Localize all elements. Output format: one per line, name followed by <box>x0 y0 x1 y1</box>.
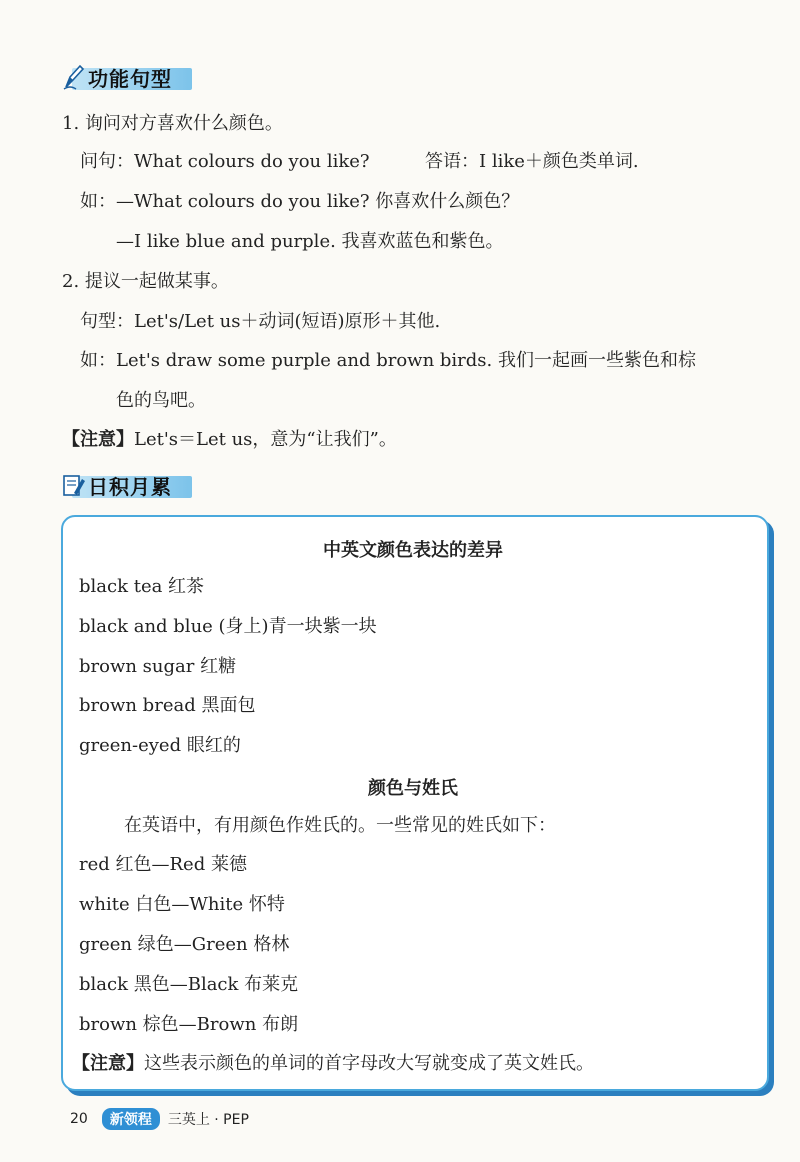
page-footer <box>70 1108 249 1130</box>
section-heading-functional-sentences <box>62 62 172 92</box>
phrase-line: brown bread 黑面包 <box>79 695 256 716</box>
note-line <box>62 428 397 452</box>
item2-pattern-line <box>80 310 440 334</box>
item1-title: 1. 询问对方喜欢什么颜色。 <box>62 113 283 134</box>
note-label: 【注意】 <box>62 429 134 450</box>
section-heading-daily-accumulation <box>62 470 172 500</box>
pen-icon <box>62 63 86 91</box>
item2-example-label: 如： <box>80 350 116 371</box>
surname-line: white 白色—White 怀特 <box>79 894 285 915</box>
item2-pattern-text: Let's/Let us＋动词(短语)原形＋其他. <box>134 311 441 332</box>
phrase-line: black and blue (身上)青一块紫一块 <box>79 616 377 637</box>
item2-title: 2. 提议一起做某事。 <box>62 271 229 292</box>
item1-example1-text: —What colours do you like? 你喜欢什么颜色？ <box>116 191 520 212</box>
item1-answer-line <box>425 150 639 174</box>
item2-pattern-label: 句型： <box>80 311 134 332</box>
box-note-line <box>72 1052 594 1076</box>
item1-answer-text: I like＋颜色类单词. <box>479 151 639 172</box>
item1-answer-label: 答语： <box>425 151 479 172</box>
tips-box <box>61 515 769 1091</box>
surname-intro: 在英语中，有用颜色作姓氏的。一些常见的姓氏如下： <box>124 815 556 836</box>
section-heading-text: 日积月累 <box>88 474 172 499</box>
surname-line: red 红色—Red 莱德 <box>79 854 247 875</box>
box-note-text: 这些表示颜色的单词的首字母改大写就变成了英文姓氏。 <box>144 1053 594 1074</box>
notebook-pen-icon <box>62 471 86 499</box>
box-title-color-differences: 中英文颜色表达的差异 <box>323 540 503 561</box>
item1-question-text: What colours do you like? <box>134 151 370 172</box>
brand-badge: 新领程 <box>102 1108 160 1130</box>
grade-label: 三英上 · PEP <box>167 1112 249 1128</box>
surname-line: green 绿色—Green 格林 <box>79 934 290 955</box>
phrase-line: brown sugar 红糖 <box>79 656 237 677</box>
phrase-line: green-eyed 眼红的 <box>79 735 241 756</box>
surname-line: brown 棕色—Brown 布朗 <box>79 1014 299 1035</box>
box-note-label: 【注意】 <box>72 1053 144 1074</box>
item2-example-text: Let's draw some purple and brown birds. 我们一起画一些紫色和棕 <box>116 350 696 371</box>
note-text: Let's＝Let us，意为“让我们”。 <box>134 429 397 450</box>
item1-example-line2: —I like blue and purple. 我喜欢蓝色和紫色。 <box>116 231 504 252</box>
item1-example-line1 <box>80 190 519 214</box>
item2-example-line1 <box>80 349 696 373</box>
box-title-color-surnames: 颜色与姓氏 <box>368 778 458 799</box>
section-heading-text: 功能句型 <box>88 66 172 91</box>
item1-question-label: 问句： <box>80 151 134 172</box>
item1-question-line <box>80 150 370 174</box>
item2-example-line2: 色的鸟吧。 <box>116 390 206 411</box>
surname-line: black 黑色—Black 布莱克 <box>79 974 299 995</box>
phrase-line: black tea 红茶 <box>79 576 205 597</box>
page-number: 20 <box>70 1111 88 1127</box>
item1-example-label: 如： <box>80 191 116 212</box>
